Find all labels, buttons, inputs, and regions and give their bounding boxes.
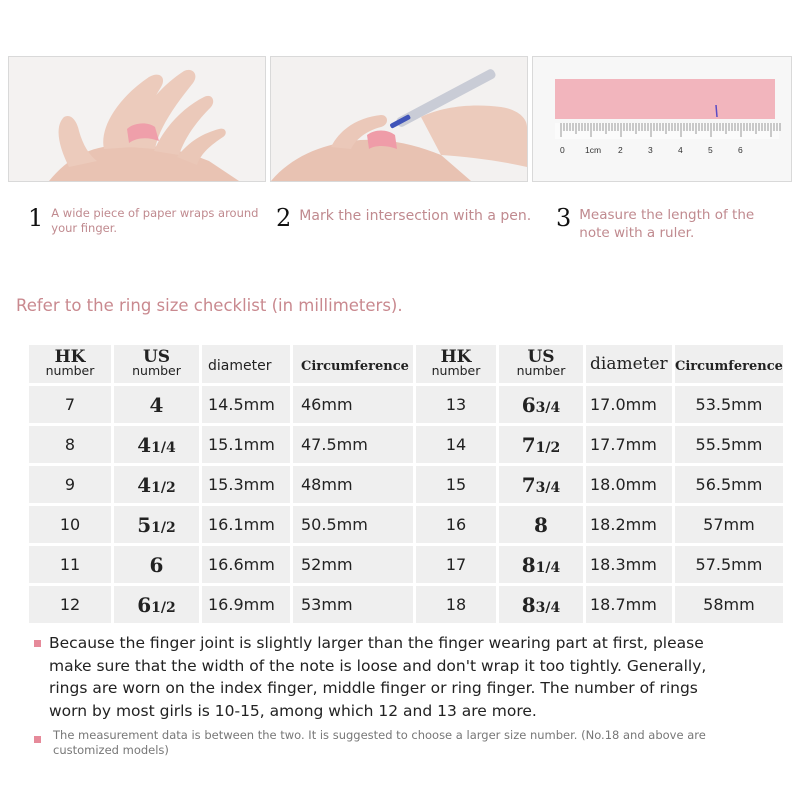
header-us2-top: US [527, 347, 555, 367]
cell-us [114, 506, 199, 543]
header-diameter-text: diameter [208, 357, 272, 374]
cell-us-value: 4 [149, 392, 164, 417]
cell-diameter-2-value: 18.0mm [590, 475, 657, 494]
cell-us [114, 546, 199, 583]
cell-us-fraction: 1/2 [151, 599, 176, 616]
cell-diameter-value: 15.3mm [208, 475, 275, 494]
note-secondary [34, 728, 734, 758]
ruler-label-6: 6 [738, 145, 743, 155]
cell-hk-value: 8 [64, 435, 76, 454]
cell-hk-2-value: 13 [445, 395, 467, 414]
cell-hk-2-value: 15 [445, 475, 467, 494]
cell-diameter-2 [586, 506, 672, 543]
cell-us-value: 5 [137, 512, 152, 537]
cell-circumference [293, 426, 413, 463]
cell-hk-2 [416, 386, 496, 423]
table-header-row [29, 345, 783, 383]
cell-us-fraction: 1/4 [151, 439, 176, 456]
checklist-title: Refer to the ring size checklist (in millimeters). [16, 296, 403, 315]
cell-us-value: 4 [137, 472, 152, 497]
header-hk2-top: HK [440, 347, 472, 367]
cell-circumference [293, 586, 413, 623]
step-3 [556, 204, 786, 242]
ruler-illustration [533, 57, 791, 181]
cell-diameter-2 [586, 546, 672, 583]
cell-hk-2 [416, 546, 496, 583]
cell-hk [29, 506, 111, 543]
cell-hk-value: 9 [64, 475, 76, 494]
table-row [29, 506, 783, 543]
cell-hk [29, 466, 111, 503]
header-hk-top: HK [54, 347, 86, 367]
ruler-label-2: 2 [618, 145, 623, 155]
header-us2-bottom: number [516, 363, 566, 378]
cell-circumference-2-value: 53.5mm [695, 395, 763, 414]
header-circumference2-text: Circumference [675, 358, 783, 374]
cell-us-2-value: 8 [534, 512, 548, 537]
cell-us-value: 4 [137, 432, 152, 457]
cell-circumference [293, 386, 413, 423]
cell-diameter [202, 466, 290, 503]
hand-illustration [9, 57, 265, 181]
step-text: Mark the intersection with a pen. [299, 208, 532, 224]
cell-diameter-2 [586, 466, 672, 503]
cell-diameter-2-value: 17.7mm [590, 435, 657, 454]
table-row [29, 546, 783, 583]
cell-circumference [293, 506, 413, 543]
cell-circumference-value: 47.5mm [301, 435, 368, 454]
cell-hk-2 [416, 586, 496, 623]
cell-circumference-2-value: 56.5mm [695, 475, 763, 494]
cell-us-2-value: 7 [521, 432, 536, 457]
cell-us [114, 466, 199, 503]
cell-us-2-fraction: 3/4 [535, 399, 561, 416]
cell-hk-2-value: 16 [445, 515, 467, 534]
cell-diameter [202, 426, 290, 463]
cell-circumference-2 [675, 386, 783, 423]
cell-circumference-2 [675, 466, 783, 503]
cell-hk-2-value: 14 [445, 435, 467, 454]
cell-diameter-2 [586, 586, 672, 623]
header-diameter2-text: diameter [590, 354, 668, 374]
step-text: A wide piece of paper wraps around your finger. [51, 206, 259, 235]
cell-us-2 [499, 546, 583, 583]
ring-size-table [26, 342, 786, 626]
cell-diameter [202, 506, 290, 543]
cell-circumference-value: 50.5mm [301, 515, 368, 534]
cell-us-2-value: 7 [521, 472, 536, 497]
cell-circumference-2 [675, 506, 783, 543]
cell-us-value: 6 [137, 592, 152, 617]
table-row [29, 586, 783, 623]
ruler-label-1cm: 1cm [585, 145, 602, 155]
cell-diameter-value: 16.9mm [208, 595, 275, 614]
paper-strip [555, 79, 775, 119]
header-us-2 [499, 345, 583, 383]
cell-us-2-fraction: 1/2 [535, 439, 561, 456]
header-us-bottom: number [132, 363, 181, 378]
cell-us-2-value: 8 [521, 592, 536, 617]
cell-hk-value: 12 [59, 595, 81, 614]
ruler-label-0: 0 [560, 145, 565, 155]
header-circumference-2 [675, 345, 783, 383]
cell-diameter-value: 14.5mm [208, 395, 275, 414]
cell-hk-2 [416, 506, 496, 543]
header-diameter-2 [586, 345, 672, 383]
ruler-label-5: 5 [708, 145, 713, 155]
bullet-icon [34, 640, 41, 647]
header-hk [29, 345, 111, 383]
photo-paper-wrapped-finger [8, 56, 266, 182]
cell-diameter-2 [586, 426, 672, 463]
cell-circumference-value: 53mm [301, 595, 353, 614]
hand-pen-illustration [271, 57, 527, 181]
cell-us-2 [499, 426, 583, 463]
step-number: 3 [556, 204, 572, 232]
cell-us-2-value: 8 [521, 552, 536, 577]
cell-circumference-2-value: 55.5mm [695, 435, 763, 454]
cell-diameter [202, 586, 290, 623]
cell-diameter [202, 386, 290, 423]
cell-hk [29, 386, 111, 423]
cell-diameter-2-value: 18.3mm [590, 555, 657, 574]
photo-ruler-measurement [532, 56, 792, 182]
cell-us [114, 586, 199, 623]
step-number: 2 [276, 204, 292, 232]
cell-diameter-value: 16.6mm [208, 555, 275, 574]
cell-hk [29, 426, 111, 463]
cell-us-2 [499, 506, 583, 543]
table-row [29, 386, 783, 423]
header-circumference-text: Circumference [301, 358, 409, 374]
table-row [29, 466, 783, 503]
cell-us-2-fraction: 3/4 [535, 599, 561, 616]
cell-us-2-value: 6 [521, 392, 536, 417]
cell-circumference-2 [675, 586, 783, 623]
cell-circumference [293, 466, 413, 503]
cell-us-2 [499, 586, 583, 623]
cell-circumference [293, 546, 413, 583]
pen-mark [716, 105, 717, 117]
cell-diameter-2 [586, 386, 672, 423]
cell-circumference-value: 46mm [301, 395, 353, 414]
cell-diameter-2-value: 17.0mm [590, 395, 657, 414]
cell-diameter-value: 16.1mm [208, 515, 275, 534]
header-us [114, 345, 199, 383]
cell-circumference-2-value: 57.5mm [695, 555, 763, 574]
cell-us-2-fraction: 1/4 [535, 559, 561, 576]
cell-hk-2 [416, 466, 496, 503]
cell-us-2 [499, 466, 583, 503]
cell-us-2 [499, 386, 583, 423]
cell-circumference-2 [675, 546, 783, 583]
cell-diameter [202, 546, 290, 583]
note-primary [34, 632, 734, 722]
step-number: 1 [28, 204, 44, 232]
step-1 [28, 204, 268, 236]
ruler-label-4: 4 [678, 145, 683, 155]
cell-circumference-value: 52mm [301, 555, 353, 574]
cell-diameter-2-value: 18.7mm [590, 595, 657, 614]
note-text: Because the finger joint is slightly larger than the finger wearing part at first, please make sure that the width of the note is loose and don't wrap it too tightly. Generally, rings are worn on the index finger, middle finger or ring finger. The number of rings worn by most girls is 10-15, among which 12 and 13 are more. [49, 634, 707, 720]
header-hk-2 [416, 345, 496, 383]
cell-hk-2 [416, 426, 496, 463]
header-circumference [293, 345, 413, 383]
cell-circumference-2-value: 57mm [703, 515, 755, 534]
cell-circumference-2-value: 58mm [703, 595, 755, 614]
note-text: The measurement data is between the two. It is suggested to choose a larger size number. (No.18 and above are customized models) [53, 728, 706, 757]
header-us-top: US [142, 347, 171, 367]
photo-marking-with-pen [270, 56, 528, 182]
header-diameter [202, 345, 290, 383]
cell-hk-value: 7 [64, 395, 76, 414]
cell-us-fraction: 1/2 [151, 479, 176, 496]
table-row [29, 426, 783, 463]
cell-hk [29, 586, 111, 623]
cell-hk-2-value: 17 [445, 555, 467, 574]
cell-diameter-value: 15.1mm [208, 435, 275, 454]
cell-us [114, 426, 199, 463]
bullet-icon [34, 736, 41, 743]
cell-hk-value: 10 [59, 515, 81, 534]
cell-diameter-2-value: 18.2mm [590, 515, 657, 534]
ruler-label-3: 3 [648, 145, 653, 155]
cell-hk-2-value: 18 [445, 595, 467, 614]
cell-us-value: 6 [149, 552, 164, 577]
cell-hk-value: 11 [59, 555, 81, 574]
cell-us-2-fraction: 3/4 [535, 479, 561, 496]
cell-circumference-2 [675, 426, 783, 463]
cell-us-fraction: 1/2 [151, 519, 176, 536]
cell-circumference-value: 48mm [301, 475, 353, 494]
cell-hk [29, 546, 111, 583]
cell-us [114, 386, 199, 423]
header-hk2-bottom: number [431, 363, 481, 378]
step-text: Measure the length of the note with a ruler. [579, 207, 755, 241]
header-hk-bottom: number [45, 363, 95, 378]
step-2 [276, 204, 546, 232]
